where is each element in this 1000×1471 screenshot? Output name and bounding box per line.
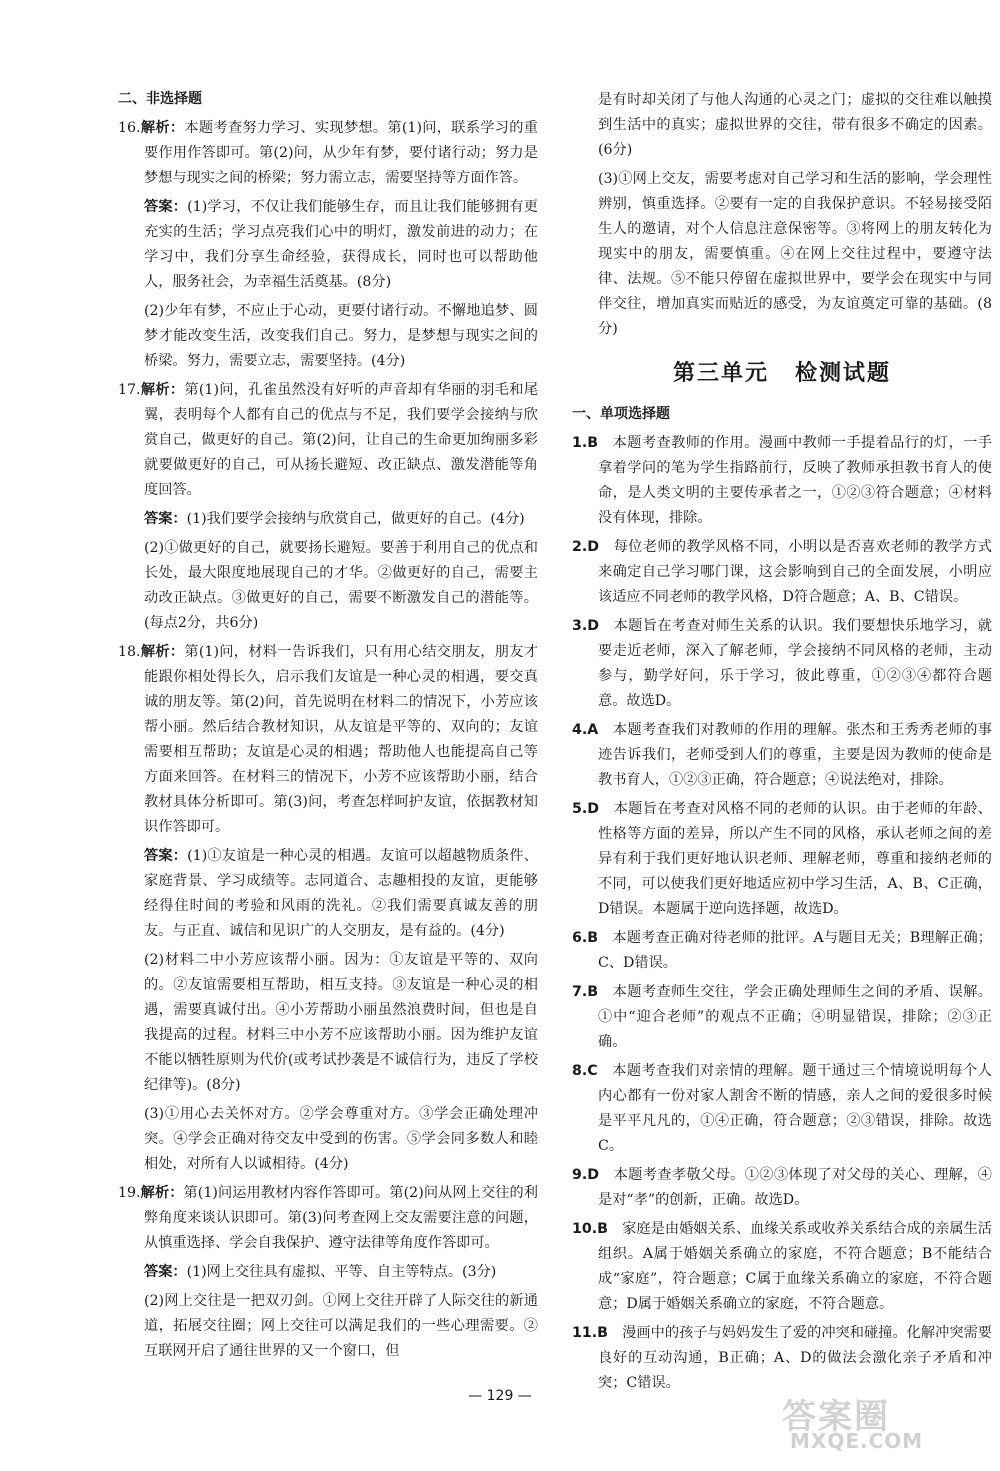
- unit-title: [572, 356, 992, 387]
- watermark-logo: [776, 1389, 976, 1453]
- q19-answer2: (2)网上交往是一把双刃剑。①网上交往开辟了人际交往的新通道，拓展交往圈；网上交往可以满足我们的一些心理需要。②互联网开启了通往世界的又一个窗口，但: [144, 1293, 538, 1359]
- answer-text: 本题考查正确对待老师的批评。A与题目无关；B理解正确；C、D错误。: [598, 930, 992, 971]
- q16-answer1: 答案：(1)学习，不仅让我们能够生存，而且让我们能够拥有更充实的生活；学习点亮我们心中的明灯，激发前进的动力；在学习中，我们分享生命经验，获得成长，同时也可以帮助他人，服务社会，为幸福生活奠基。(8分): [144, 199, 538, 290]
- q19-answer2-continued: 是有时却关闭了与他人沟通的心灵之门；虚拟的交往难以触摸到生活中的真实；虚拟世界的交往，带有很多不确定的因素。(6分): [598, 92, 992, 158]
- section-heading: 一、单项选择题: [572, 406, 670, 422]
- answer-text: 本题考查我们对教师的作用的理解。张杰和王秀秀老师的事迹告诉我们，老师受到人们的尊重，主要是因为教师的使命是教书育人，①②③正确，符合题意；④说法绝对，排除。: [598, 722, 992, 788]
- answer-text: 本题考查我们对亲情的理解。题干通过三个情境说明每个人内心都有一份对家人割舍不断的情感，亲人之间的爱很多时候是平平凡凡的，①④正确，符合题意；②③错误，排除。故选C。: [598, 1063, 992, 1154]
- answer-number: 2.D: [572, 539, 600, 555]
- answer-number: 7.B: [572, 984, 599, 1000]
- answer-text: 本题考查教师的作用。漫画中教师一手提着品行的灯，一手拿着学问的笔为学生指路前行，反映了教师承担教书育人的使命，是人类文明的主要传承者之一，①②③符合题意；④材料没有体现，排除。: [598, 435, 992, 526]
- unit-title-part2: 检测试题: [795, 361, 892, 386]
- answer-item: [572, 718, 992, 793]
- q17-answer1: 答案：(1)我们要学会接纳与欣赏自己，做更好的自己。(4分): [144, 511, 525, 527]
- answer-item: [572, 614, 992, 714]
- answer-item: [572, 535, 992, 610]
- answer-number: 11.B: [572, 1325, 608, 1341]
- answer-item: [572, 1217, 992, 1317]
- q18-answer1: 答案：(1)①友谊是一种心灵的相遇。友谊可以超越物质条件、家庭背景、学习成绩等。志同道合、志趣相投的友谊，更能够经得住时间的考验和风雨的洗礼。②我们需要真诚友善的朋友。与正直、诚信和见识广的人交朋友，是有益的。(4分): [144, 848, 538, 939]
- q18-answer3: (3)①用心去关怀对方。②学会尊重对方。③学会正确处理冲突。④学会正确对待交友中受到的伤害。⑤学会同多数人和睦相处，对所有人以诚相待。(4分): [144, 1106, 538, 1172]
- answer-item: [572, 926, 992, 976]
- q16-answer2: (2)少年有梦，不应止于心动，更要付诸行动。不懈地追梦、圆梦才能改变生活，改变我们自己。努力，是梦想与现实之间的桥梁。努力，需要立志，需要坚持。(4分): [144, 303, 538, 369]
- q18-analysis: 18.解析：第(1)问，材料一告诉我们，只有用心结交朋友，朋友才能跟你相处得长久，启示我们友谊是一种心灵的相遇，要交真诚的朋友等。第(2)问，首先说明在材料二的情况下，小芳应该帮小丽。然后结合教材知识，从友谊是平等的、双向的；友谊需要相互帮助；友谊是心灵的相遇；帮助他人也能提高自己等方面来回答。在材料三的情况下，小芳不应该帮助小丽，结合教材具体分析即可。第(3)问，考查怎样呵护友谊，依据教材知识作答即可。: [118, 644, 538, 835]
- watermark-url: MXQE.COM: [790, 1429, 924, 1453]
- answer-text: 家庭是由婚姻关系、血缘关系或收养关系结合成的亲属生活组织。A属于婚姻关系确立的家庭，不符合题意；B不能结合成“家庭”，符合题意；C属于血缘关系确立的家庭，不符合题意；D属于婚姻关系确立的家庭，不符合题意。: [598, 1221, 992, 1312]
- answer-number: 5.D: [572, 801, 600, 817]
- answer-number: 3.D: [572, 618, 600, 634]
- answer-number: 9.D: [572, 1167, 600, 1183]
- q17-answer2: (2)①做更好的自己，就要扬长避短。要善于利用自己的优点和长处，最大限度地展现自己的才华。②做更好的自己，需要主动改正缺点。③做更好的自己，需要不断激发自己的潜能等。(每点2分，共6分): [144, 540, 538, 631]
- answer-number: 1.B: [572, 435, 599, 451]
- left-column: [118, 88, 538, 1368]
- answer-item: [572, 797, 992, 922]
- answer-number: 4.A: [572, 722, 599, 738]
- q19-answer1: 答案：(1)网上交往具有虚拟、平等、自主等特点。(3分): [144, 1264, 497, 1280]
- answer-number: 6.B: [572, 930, 599, 946]
- answer-text: 漫画中的孩子与妈妈发生了爱的冲突和碰撞。化解冲突需要良好的互动沟通，B正确；A、D的做法会激化亲子矛盾和冲突；C错误。: [598, 1325, 992, 1391]
- right-column: [572, 88, 992, 1400]
- answer-text: 本题考查师生交往，学会正确处理师生之间的矛盾、误解。①中“迎合老师”的观点不正确；④明显错误，排除；②③正确。: [598, 984, 992, 1050]
- q19-analysis: 19.解析：第(1)问运用教材内容作答即可。第(2)问从网上交往的利弊角度来谈认识即可。第(3)问考查网上交友需要注意的问题，从慎重选择、学会自我保护、遵守法律等角度作答即可。: [118, 1185, 538, 1251]
- q18-answer2: (2)材料二中小芳应该帮小丽。因为：①友谊是平等的、双向的。②友谊需要相互帮助，相互支持。③友谊是一种心灵的相遇，需要真诚付出。④小芳帮助小丽虽然浪费时间，但也是自我提高的过程。材料三中小芳不应该帮助小丽。因为维护友谊不能以牺牲原则为代价(或考试抄袭是不诚信行为，违反了学校纪律等)。(8分): [144, 952, 538, 1093]
- answer-number: 8.C: [572, 1063, 598, 1079]
- answer-item: [572, 1059, 992, 1159]
- answer-item: [572, 1163, 992, 1213]
- answer-item: [572, 431, 992, 531]
- answer-text: 本题旨在考查对风格不同的老师的认识。由于老师的年龄、性格等方面的差异，所以产生不同的风格，承认老师之间的差异有利于我们更好地认识老师、理解老师，尊重和接纳老师的不同，可以使我们更好地适应初中学习生活，A、B、C正确，D错误。本题属于逆向选择题，故选D。: [598, 801, 992, 917]
- answer-text: 本题旨在考查对师生关系的认识。我们要想快乐地学习，就要走近老师，深入了解老师，学会接纳不同风格的老师，主动参与，勤学好问，乐于学习，彼此尊重，①②③④都符合题意。故选D。: [598, 618, 992, 709]
- answer-item: [572, 1321, 992, 1396]
- answer-text: 本题考查孝敬父母。①②③体现了对父母的关心、理解，④是对“孝”的创新，正确。故选D。: [598, 1167, 992, 1208]
- section-heading: 二、非选择题: [118, 91, 202, 107]
- answer-text: 每位老师的教学风格不同，小明以是否喜欢老师的教学方式来确定自己学习哪门课，这会影响到自己的全面发展，小明应该适应不同老师的教学风格，D符合题意；A、B、C错误。: [598, 539, 992, 605]
- answer-item: [572, 980, 992, 1055]
- answer-list: [572, 431, 992, 1396]
- page-number: — 129 —: [468, 1388, 532, 1404]
- unit-title-part1: 第三单元: [672, 361, 769, 386]
- answer-number: 10.B: [572, 1221, 608, 1237]
- q19-answer3: (3)①网上交友，需要考虑对自己学习和生活的影响，学会理性辨别，慎重选择。②要有一定的自我保护意识。不轻易接受陌生人的邀请，对个人信息注意保密等。③将网上的朋友转化为现实中的朋友，需要慎重。④在网上交往过程中，要遵守法律、法规。⑤不能只停留在虚拟世界中，要学会在现实中与同伴交往，增加真实而贴近的感受，为友谊奠定可靠的基础。(8分): [598, 171, 992, 337]
- watermark-text: 答案圈: [782, 1397, 890, 1437]
- q16-analysis: 16.解析：本题考查努力学习、实现梦想。第(1)问，联系学习的重要作用作答即可。第(2)问，从少年有梦，要付诸行动；努力是梦想与现实之间的桥梁；努力需立志，需要坚持等方面作答。: [118, 120, 538, 186]
- q17-analysis: 17.解析：第(1)问，孔雀虽然没有好听的声音却有华丽的羽毛和尾翼，表明每个人都有自己的优点与不足，我们要学会接纳与欣赏自己，做更好的自己。第(2)问，让自己的生命更加绚丽多彩就要做更好的自己，可从扬长避短、改正缺点、激发潜能等角度回答。: [118, 382, 538, 498]
